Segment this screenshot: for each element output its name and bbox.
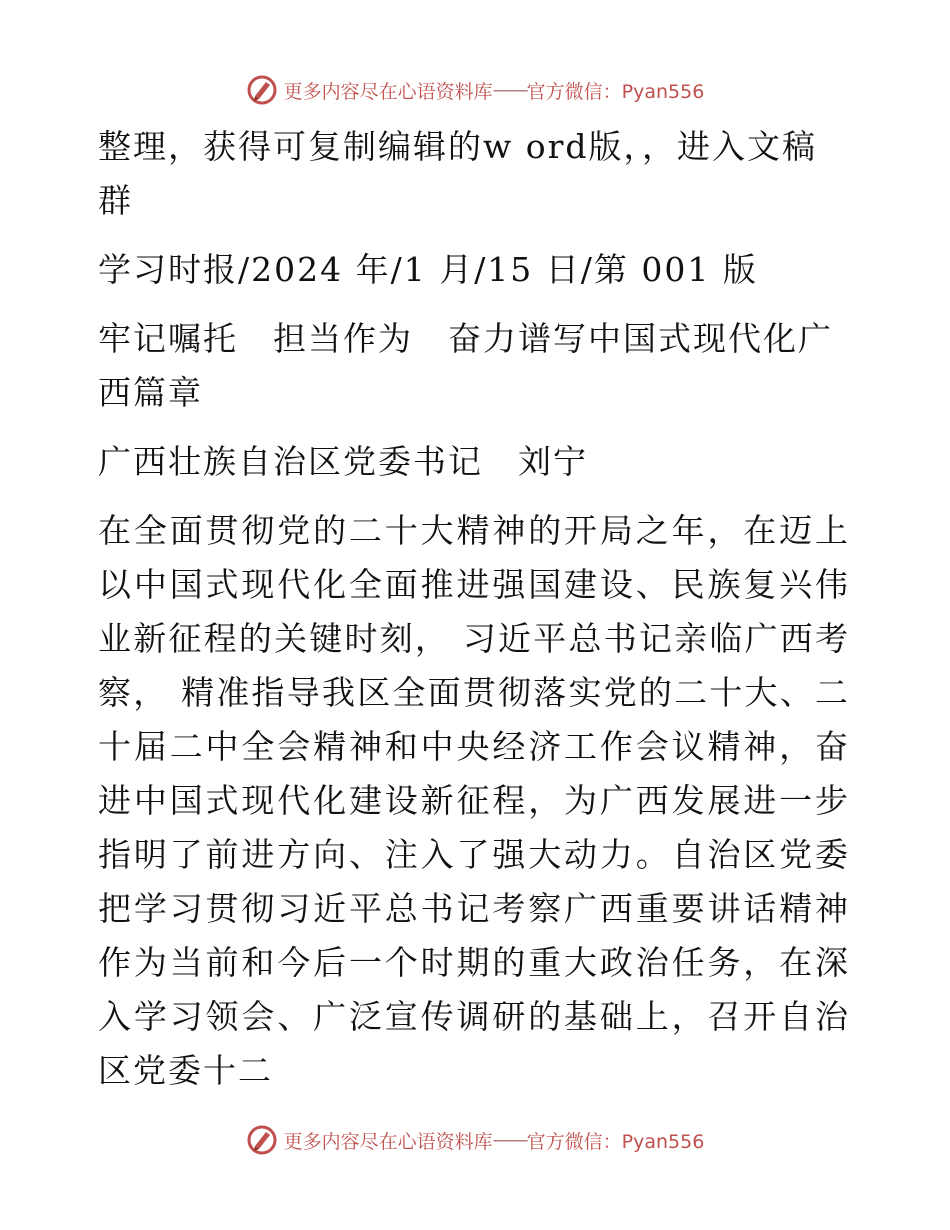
- body-paragraph: 在全面贯彻党的二十大精神的开局之年，在迈上以中国式现代化全面推进强国建设、民族复兴伟业新征程的关键时刻， 习近平总书记亲临广西考察， 精准指导我区全面贯彻落实党的二十大、二十届二中全会精神和中央经济工作会议精神，奋进中国式现代化建设新征程，为广西发展进一步指明了前进方向、注入了强大动力。自治区党委把学习贯彻习近平总书记考察广西重要讲话精神作为当前和今后一个时期的重大政治任务，在深入学习领会、广泛宣传调研的基础上，召开自治区党委十二: [98, 511, 850, 1090]
- intro-note: 整理，获得可复制编辑的w ord版，，进入文稿群: [98, 127, 818, 220]
- document-body: [98, 120, 850, 1098]
- pen-seal-icon: [246, 1124, 278, 1156]
- publication-line: 学习时报/2024 年/1 月/15 日/第 001 版: [98, 250, 758, 289]
- watermark-dash: ——: [492, 79, 527, 101]
- footer-watermark: [0, 1120, 950, 1160]
- watermark-wechat: 官方微信：Pyan556: [526, 80, 705, 103]
- watermark-title: 更多内容尽在心语资料库: [283, 1130, 493, 1153]
- pen-seal-icon: [246, 74, 278, 106]
- watermark-title: 更多内容尽在心语资料库: [283, 80, 493, 103]
- article-title: 牢记嘱托 担当作为 奋力谱写中国式现代化广西篇章: [98, 319, 833, 412]
- watermark-wechat: 官方微信：Pyan556: [526, 1130, 705, 1153]
- watermark-dash: ——: [492, 1129, 527, 1151]
- header-watermark: [0, 70, 950, 110]
- author-line: 广西壮族自治区党委书记 刘宁: [98, 442, 588, 481]
